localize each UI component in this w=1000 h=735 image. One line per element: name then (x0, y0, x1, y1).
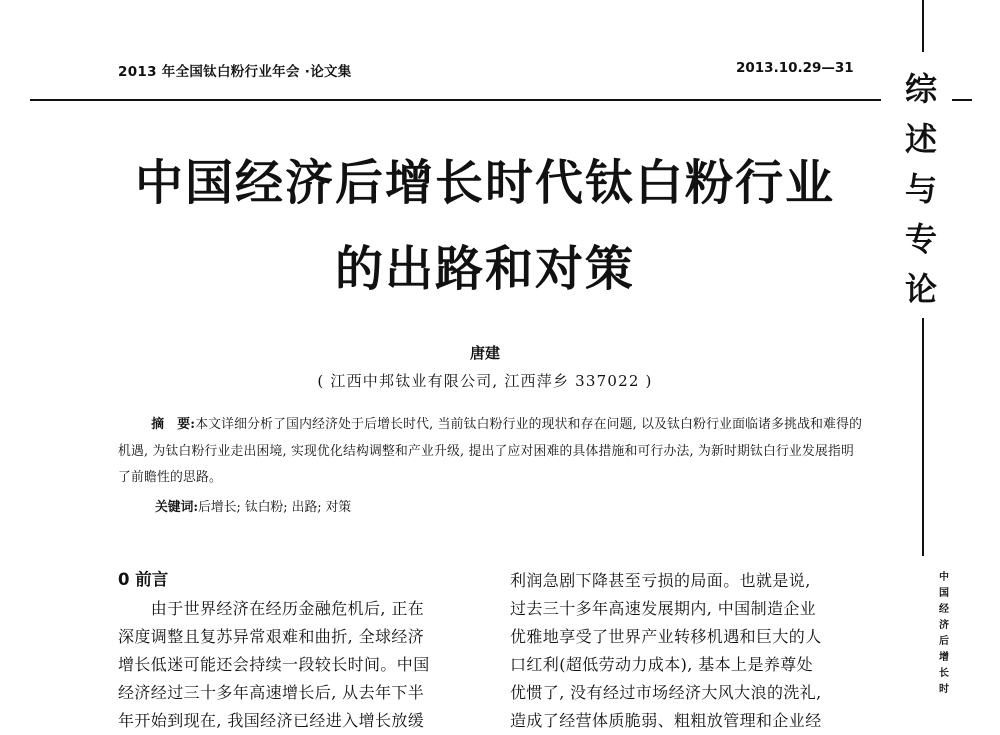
header-right: 2013.10.29—31 (736, 60, 854, 76)
running-title-char: 国 (939, 588, 949, 599)
margin-line-top (922, 0, 924, 52)
running-title-vertical (934, 570, 954, 698)
running-title-char: 后 (939, 636, 949, 647)
running-title-char: 中 (939, 572, 949, 583)
body-line: 造成了经营体质脆弱、粗粗放管理和企业经 (510, 711, 822, 730)
header-left: 2013 年全国钛白粉行业年会 ·论文集 (118, 64, 352, 80)
author-name: 唐建 (469, 344, 500, 362)
section-char: 专 (904, 220, 937, 258)
section-char: 述 (904, 120, 937, 158)
abstract-text: 本文详细分析了国内经济处于后增长时代, 当前钛白粉行业的现状和存在问题, 以及钛白粉行业面临诸多挑战和难得的机遇, 为钛白粉行业走出困境, 实现优化结构调整和产业升级, 提出了应对困难的具体措施和可行办法, 为新时期钛白行业发展指明了前瞻性的思路。 (118, 417, 863, 485)
header-rule-stub (952, 99, 972, 101)
section-char: 与 (904, 170, 937, 208)
body-line: 优雅地享受了世界产业转移机遇和巨大的人 (510, 627, 822, 646)
body-line: 利润急剧下降甚至亏损的局面。也就是说, (510, 571, 811, 590)
paper-title-line: 中国经济后增长时代钛白粉行业 (134, 155, 835, 211)
header-rule (30, 99, 881, 101)
body-line: 经济经过三十多年高速增长后, 从去年下半 (118, 683, 425, 702)
keywords-text: 后增长; 钛白粉; 出路; 对策 (198, 500, 352, 515)
running-title-char: 时 (939, 684, 949, 695)
running-title-char: 增 (939, 652, 949, 663)
keywords (155, 495, 875, 521)
running-title-char: 经 (939, 604, 949, 615)
body-column-right (510, 567, 870, 735)
running-title-char: 长 (939, 668, 949, 679)
body-line: 年开始到现在, 我国经济已经进入增长放缓 (118, 711, 425, 730)
body-line: 增长低迷可能还会持续一段较长时间。中国 (118, 655, 430, 674)
body-line: 优惯了, 没有经过市场经济大风大浪的洗礼, (510, 683, 822, 702)
author-affiliation: ( 江西中邦钛业有限公司, 江西萍乡 337022 ) (317, 372, 653, 390)
paper-title-line: 的出路和对策 (334, 241, 635, 297)
body-line: 过去三十多年高速发展期内, 中国制造企业 (510, 599, 817, 618)
section-char: 综 (904, 70, 937, 108)
paper-title (100, 140, 870, 312)
body-line: 由于世界经济在经历金融危机后, 正在 (118, 599, 425, 618)
section-char: 论 (904, 270, 937, 308)
section-column-label (893, 64, 949, 314)
running-title-char: 济 (939, 620, 949, 631)
body-line: 深度调整且复苏异常艰难和曲折, 全球经济 (118, 627, 425, 646)
section-heading: 0 前言 (118, 570, 169, 589)
body-line: 口红利(超低劳动力成本), 基本上是养尊处 (510, 655, 814, 674)
abstract-label: 摘 要: (151, 417, 196, 432)
abstract (118, 412, 866, 492)
body-column-left (118, 595, 478, 735)
keywords-label: 关键词: (155, 500, 199, 515)
